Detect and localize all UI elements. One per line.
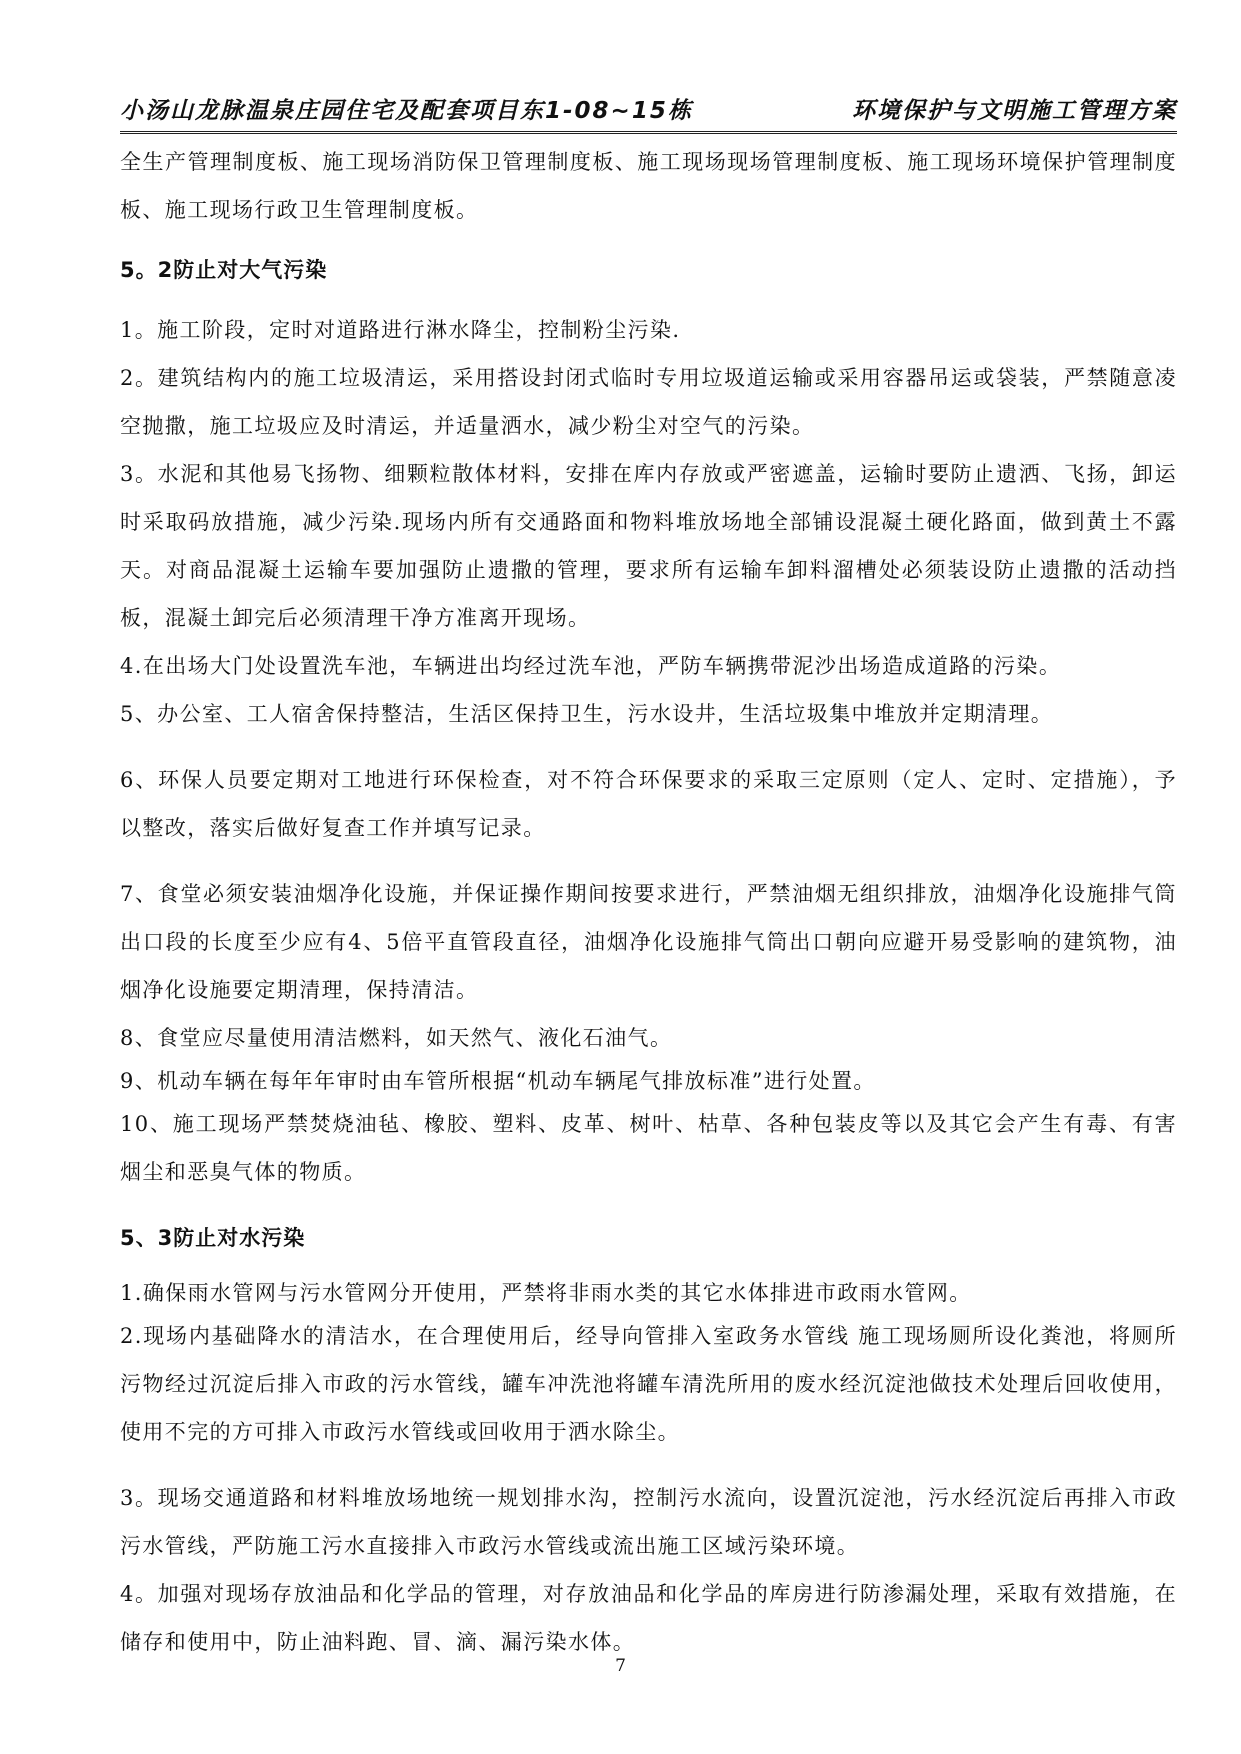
- list-item: 4。加强对现场存放油品和化学品的管理，对存放油品和化学品的库房进行防渗漏处理，采取有效措施，在储存和使用中，防止油料跑、冒、滴、漏污染水体。: [120, 1582, 1177, 1654]
- list-item: 2。建筑结构内的施工垃圾清运，采用搭设封闭式临时专用垃圾道运输或采用容器吊运或袋装，严禁随意凌空抛撒，施工垃圾应及时清运，并适量洒水，减少粉尘对空气的污染。: [120, 366, 1177, 438]
- list-item: 6、环保人员要定期对工地进行环保检查，对不符合环保要求的采取三定原则（定人、定时、定措施），予以整改，落实后做好复查工作并填写记录。: [120, 768, 1177, 840]
- list-item: 4.在出场大门处设置洗车池，车辆进出均经过洗车池，严防车辆携带泥沙出场造成道路的污染。: [120, 654, 1062, 678]
- list-item: 3。水泥和其他易飞扬物、细颗粒散体材料，安排在库内存放或严密遮盖，运输时要防止遗洒、飞扬，卸运时采取码放措施，减少污染.现场内所有交通路面和物料堆放场地全部铺设混凝土硬化路面，做到黄土不露天。对商品混凝土运输车要加强防止遗撒的管理，要求所有运输车卸料溜槽处必须装设防止遗撒的活动挡板，混凝土卸完后必须清理干净方准离开现场。: [120, 462, 1177, 630]
- page-content: [120, 138, 1177, 1666]
- list-item: 2.现场内基础降水的清洁水，在合理使用后，经导向管排入室政务水管线 施工现场厕所设化粪池，将厕所污物经过沉淀后排入市政的污水管线，罐车冲洗池将罐车清洗所用的废水经沉淀池做技术处理后回收使用，使用不完的方可排入市政污水管线或回收用于洒水除尘。: [120, 1324, 1177, 1444]
- list-item: 9、机动车辆在每年年审时由车管所根据“机动车辆尾气排放标准”进行处置。: [120, 1069, 876, 1093]
- list-item: 1.确保雨水管网与污水管网分开使用，严禁将非雨水类的其它水体排进市政雨水管网。: [120, 1281, 972, 1305]
- list-item: 7、食堂必须安装油烟净化设施，并保证操作期间按要求进行，严禁油烟无组织排放，油烟净化设施排气筒出口段的长度至少应有4、5倍平直管段直径，油烟净化设施排气筒出口朝向应避开易受影响的建筑物，油烟净化设施要定期清理，保持清洁。: [120, 882, 1177, 1002]
- list-item: 10、施工现场严禁焚烧油毡、橡胶、塑料、皮革、树叶、枯草、各种包装皮等以及其它会产生有毒、有害烟尘和恶臭气体的物质。: [120, 1112, 1177, 1184]
- header-project-title: 小汤山龙脉温泉庄园住宅及配套项目东1-08~15栋: [120, 98, 693, 124]
- section-heading-air-pollution: 5。2防止对大气污染: [120, 258, 328, 282]
- page-header: [120, 92, 1177, 134]
- section-heading-water-pollution: 5、3防止对水污染: [120, 1226, 306, 1250]
- list-item: 8、食堂应尽量使用清洁燃料，如天然气、液化石油气。: [120, 1026, 673, 1050]
- list-item: 3。现场交通道路和材料堆放场地统一规划排水沟，控制污水流向，设置沉淀池，污水经沉淀后再排入市政污水管线，严防施工污水直接排入市政污水管线或流出施工区域污染环境。: [120, 1486, 1177, 1558]
- intro-paragraph: 全生产管理制度板、施工现场消防保卫管理制度板、施工现场现场管理制度板、施工现场环境保护管理制度板、施工现场行政卫生管理制度板。: [120, 150, 1177, 222]
- page-number: 7: [615, 1656, 626, 1676]
- list-item: 1。施工阶段，定时对道路进行淋水降尘，控制粉尘污染.: [120, 318, 681, 342]
- list-item: 5、办公室、工人宿舍保持整洁，生活区保持卫生，污水设井，生活垃圾集中堆放并定期清理。: [120, 702, 1054, 726]
- header-document-title: 环境保护与文明施工管理方案: [852, 98, 1177, 124]
